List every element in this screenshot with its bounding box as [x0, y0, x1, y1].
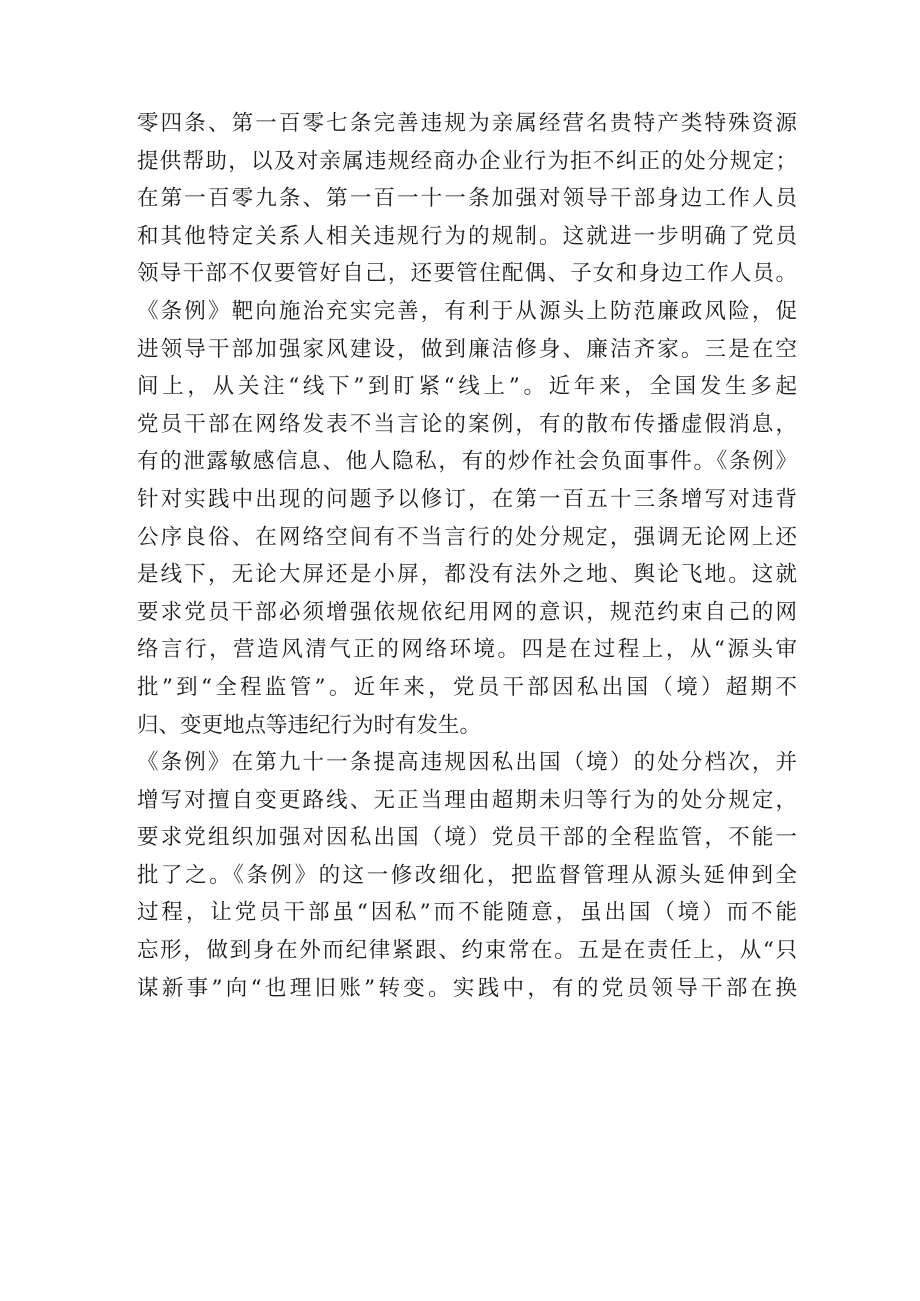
text-line: 过程，让党员干部虽“因私”而不能随意，虽出国（境）而不能	[137, 900, 797, 926]
document-body	[137, 105, 797, 1007]
text-line: 《条例》在第九十一条提高违规因私出国（境）的处分档次，并	[137, 750, 797, 776]
text-line: 和其他特定关系人相关违规行为的规制。这就进一步明确了党员	[137, 223, 797, 249]
text-line: 零四条、第一百零七条完善违规为亲属经营名贵特产类特殊资源	[137, 111, 797, 136]
text-line: 批”到“全程监管”。近年来，党员干部因私出国（境）超期不	[137, 674, 797, 700]
text-line: 公序良俗、在网络空间有不当言行的处分规定，强调无论网上还	[137, 524, 797, 550]
text-line: 有的泄露敏感信息、他人隐私，有的炒作社会负面事件。《条例》	[137, 449, 797, 475]
text-line: 在第一百零九条、第一百一十一条加强对领导干部身边工作人员	[137, 186, 797, 212]
text-line: 间上，从关注“线下”到盯紧“线上”。近年来，全国发生多起	[137, 374, 797, 400]
text-line: 络言行，营造风清气正的网络环境。四是在过程上，从“源头审	[137, 637, 797, 663]
text-line: 是线下，无论大屏还是小屏，都没有法外之地、舆论飞地。这就	[137, 562, 797, 588]
text-line: 谋新事”向“也理旧账”转变。实践中，有的党员领导干部在换	[137, 975, 797, 1001]
text-line: 领导干部不仅要管好自己，还要管住配偶、子女和身边工作人员。	[137, 261, 797, 287]
text-line: 进领导干部加强家风建设，做到廉洁修身、廉洁齐家。三是在空	[137, 336, 797, 362]
text-line: 要求党组织加强对因私出国（境）党员干部的全程监管，不能一	[137, 825, 797, 851]
text-line: 忘形，做到身在外而纪律紧跟、约束常在。五是在责任上，从“只	[137, 938, 797, 964]
text-line: 归、变更地点等违纪行为时有发生。	[137, 712, 482, 738]
text-line: 党员干部在网络发表不当言论的案例，有的散布传播虚假消息，	[137, 411, 797, 437]
text-line: 批了之。《条例》的这一修改细化，把监督管理从源头延伸到全	[137, 862, 797, 888]
text-line: 增写对擅自变更路线、无正当理由超期未归等行为的处分规定，	[137, 787, 797, 813]
text-line: 《条例》靶向施治充实完善，有利于从源头上防范廉政风险，促	[137, 298, 797, 324]
text-line: 要求党员干部必须增强依规依纪用网的意识，规范约束自己的网	[137, 599, 797, 625]
text-line: 针对实践中出现的问题予以修订，在第一百五十三条增写对违背	[137, 486, 797, 512]
text-line: 提供帮助，以及对亲属违规经商办企业行为拒不纠正的处分规定；	[137, 148, 797, 174]
